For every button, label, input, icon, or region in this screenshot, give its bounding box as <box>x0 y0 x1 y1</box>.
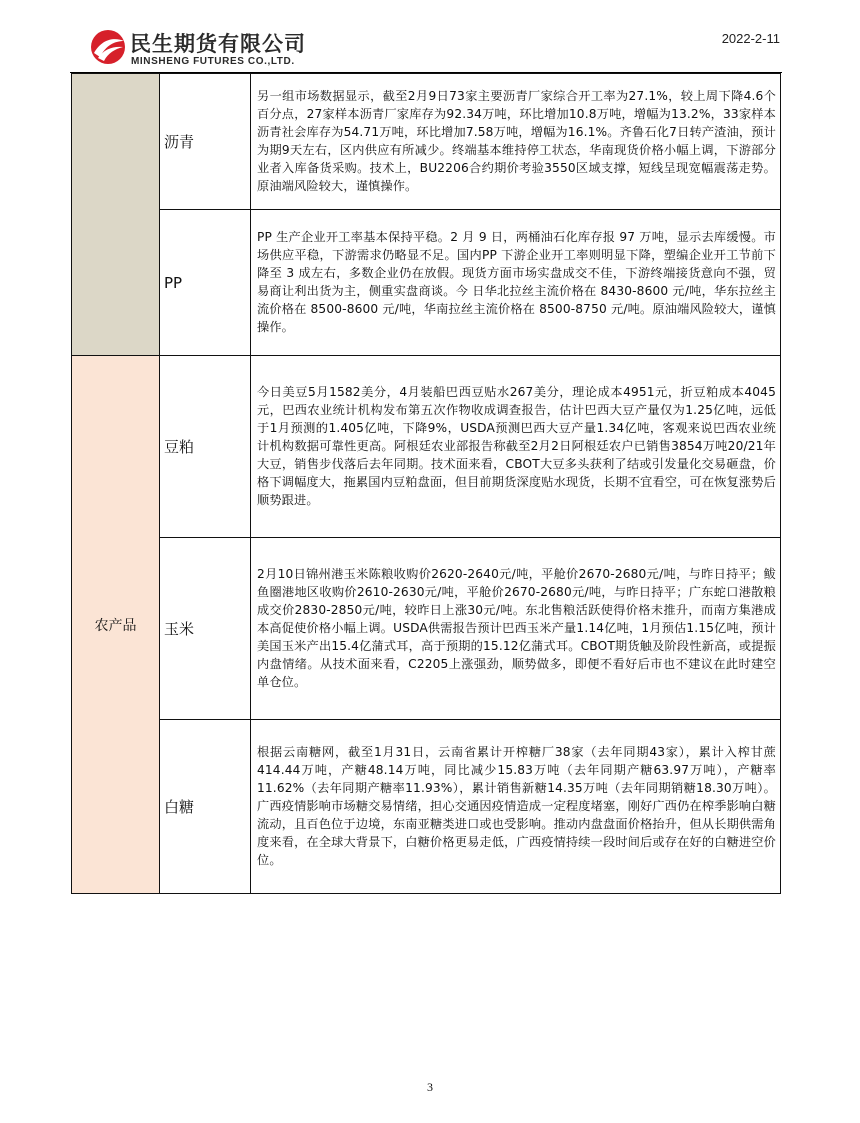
table-row <box>72 538 781 720</box>
commentary-text: 2月10日锦州港玉米陈粮收购价2620-2640元/吨，平舱价2670-2680元/吨，与昨日持平；鲅鱼圈港地区收购价2610-2630元/吨，平舱价2670-2680元/吨，与昨日持平；广东蛇口港散粮成交价2830-2850元/吨，较昨日上涨30元/吨。东北售粮活跃使得价格未推升，而南方集港成本高促使价格小幅上调。USDA供需报告预计巴西玉米产量1.14亿吨，1月预估1.15亿吨，预计美国玉米产出15.4亿蒲式耳，高于预期的15.12亿蒲式耳。CBOT期货触及阶段性新高，或提振内盘情绪。从技术面来看，C2205上涨强劲，顺势做多，即便不看好后市也不建议在此时建空单仓位。 <box>251 538 781 720</box>
commentary-text: 根据云南糖网，截至1月31日，云南省累计开榨糖厂38家（去年同期43家），累计入榨甘蔗414.44万吨，产糖48.14万吨，同比减少15.83万吨（去年同期产糖63.97万吨），产糖率11.62%（去年同期产糖率11.93%），累计销售新糖14.35万吨（去年同期销糖18.30万吨）。广西疫情影响市场糖交易情绪，担心交通因疫情造成一定程度堵塞，刚好广西仍在榨季影响白糖流动，且百色位于边境，东南亚糖类进口或也受影响。推动内盘盘面价格抬升，但从长期供需角度来看，在全球大背景下，白糖价格更易走低，广西疫情持续一段时间后或存在好的白糖进空价位。 <box>251 720 781 894</box>
product-label: 沥青 <box>160 74 251 210</box>
table-row <box>72 210 781 356</box>
table-row <box>72 720 781 894</box>
table-row <box>72 356 781 538</box>
commentary-text: 另一组市场数据显示，截至2月9日73家主要沥青厂家综合开工率为27.1%，较上周下降4.6个百分点，27家样本沥青厂家库存为92.34万吨，环比增加10.8万吨，增幅为13.2%，33家样本沥青社会库存为54.71万吨，环比增加7.58万吨，增幅为16.1%。齐鲁石化7日转产渣油，预计为期9天左右，区内供应有所减少。终端基本维持停工状态，华南现货价格小幅上调，下游部分业者入库备货采购。技术上，BU2206合约期价考验3550区域支撑，短线呈现宽幅震荡走势。原油端风险较大，谨慎操作。 <box>251 74 781 210</box>
page-number: 3 <box>427 1080 433 1094</box>
minsheng-logo-icon <box>88 27 128 67</box>
product-label: PP <box>160 210 251 356</box>
company-logo <box>88 25 328 75</box>
company-name-en: MINSHENG FUTURES CO.,LTD. <box>131 56 295 67</box>
commentary-text: PP 生产企业开工率基本保持平稳。2 月 9 日，两桶油石化库存报 97 万吨，显示去库缓慢。市场供应平稳，下游需求仍略显不足。国内PP 下游企业开工率则明显下降，塑编企业开工节前下降至 3 成左右，多数企业仍在放假。现货方面市场实盘成交不佳，下游终端接货意向不强，贸易商让利出货为主，侧重实盘商谈。今 日华北拉丝主流价格在 8430-8600 元/吨，华东拉丝主流价格在 8500-8600 元/吨，华南拉丝主流价格在 8500-8750 元/吨。原油端风险较大，谨慎操作。 <box>251 210 781 356</box>
sector-cell-agriculture: 农产品 <box>72 356 160 894</box>
report-date: 2022-2-11 <box>721 31 780 46</box>
company-name-cn: 民生期货有限公司 <box>130 32 306 56</box>
product-label: 豆粕 <box>160 356 251 538</box>
product-label: 玉米 <box>160 538 251 720</box>
table-row <box>72 74 781 210</box>
product-label: 白糖 <box>160 720 251 894</box>
commodity-commentary-table <box>71 73 781 894</box>
commentary-text: 今日美豆5月1582美分，4月装船巴西豆贴水267美分，理论成本4951元，折豆粕成本4045元，巴西农业统计机构发布第五次作物收成调查报告，估计巴西大豆产量仅为1.25亿吨，远低于1月预测的1.405亿吨，下降9%，USDA预测巴西大豆产量1.34亿吨，客观来说巴西农业统计机构数据可靠性更高。阿根廷农业部报告称截至2月2日阿根廷农户已销售3854万吨20/21年大豆，销售步伐落后去年同期。技术面来看，CBOT大豆多头获利了结或引发量化交易砸盘，价格下调幅度大，拖累国内豆粕盘面，但目前期货深度贴水现货，长期不宜看空，可在恢复涨势后顺势跟进。 <box>251 356 781 538</box>
sector-cell-energy <box>72 74 160 356</box>
